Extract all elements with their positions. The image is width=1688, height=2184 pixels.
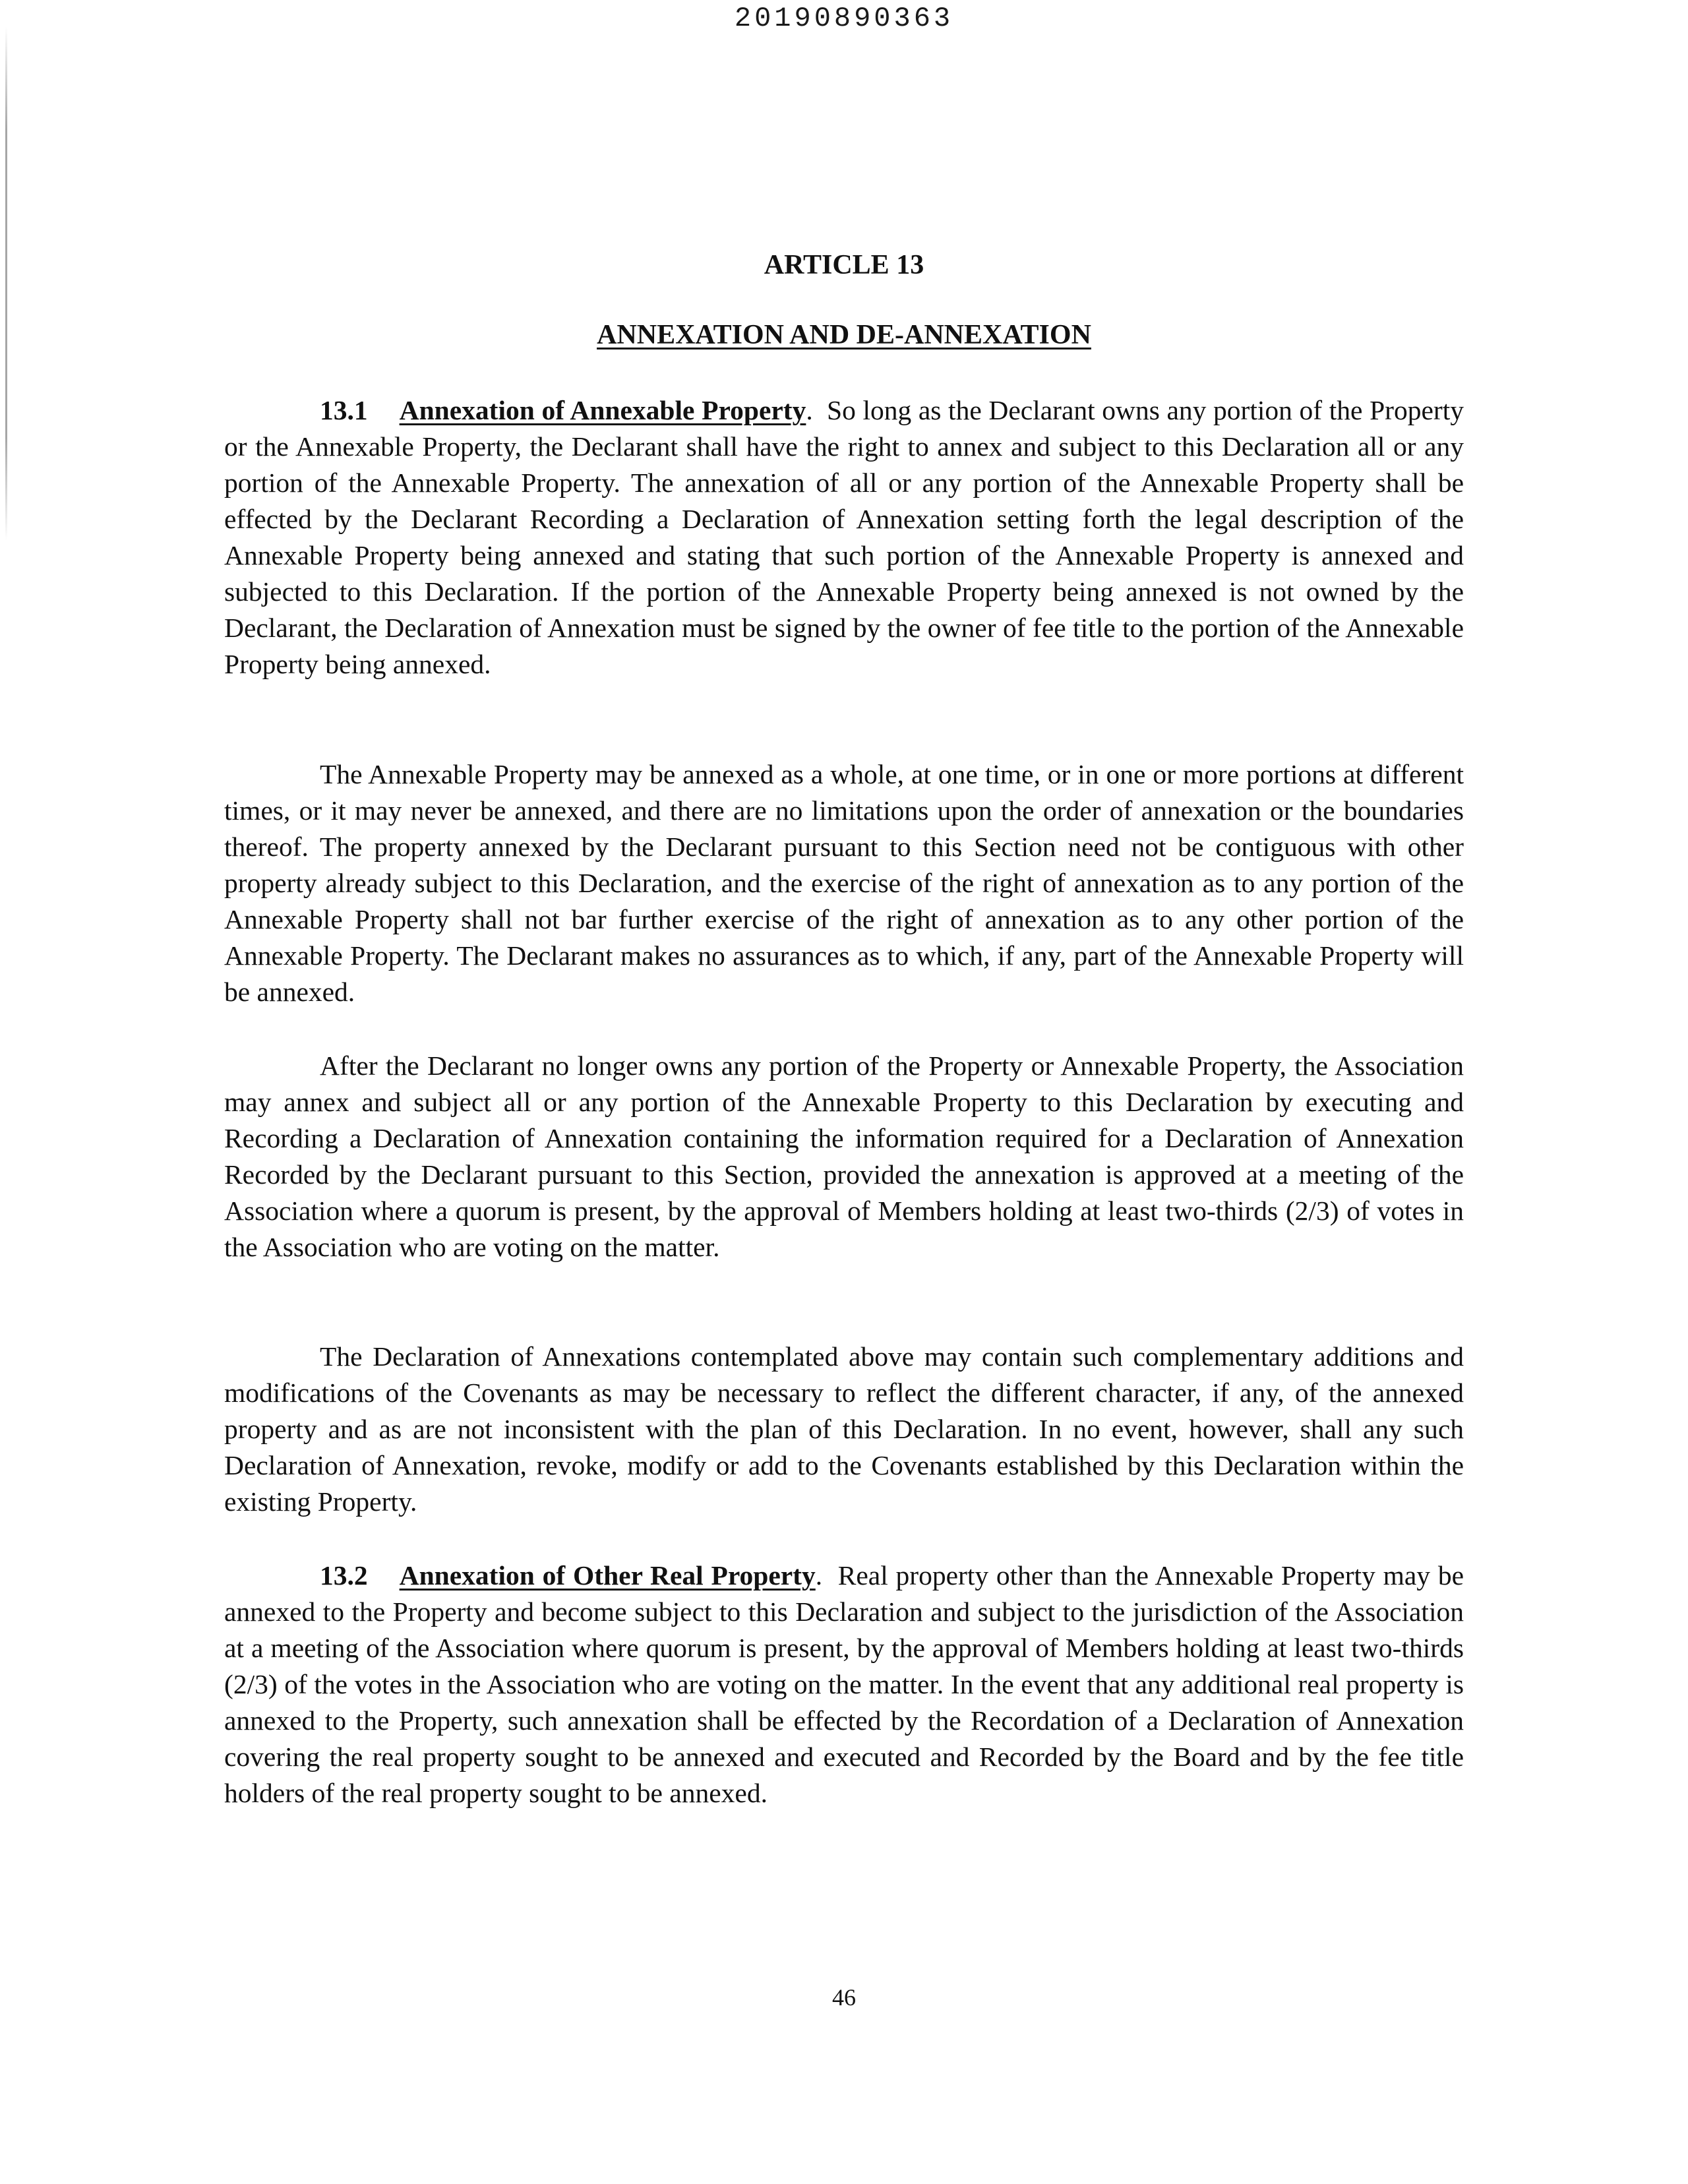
section-number: 13.1	[320, 395, 368, 425]
paragraph-text: So long as the Declarant owns any portion of the Property or the Annexable Property, the Declarant shall have the right to annex and subject to this Declaration all or any portion of the Annexable Property. The annexation of all or any portion of the Annexable Property shall be effected by the Declarant Recording a Declaration of Annexation setting forth the legal description of the Annexable Property being annexed and stating that such portion of the Annexable Property is annexed and subjected to this Declaration. If the portion of the Annexable Property being annexed is not owned by the Declarant, the Declaration of Annexation must be signed by the owner of fee title to the portion of the Annexable Property being annexed.	[224, 395, 1464, 679]
paragraph	[224, 1558, 1464, 1811]
section-title: Annexation of Annexable Property	[399, 395, 806, 425]
article-title: ARTICLE 13	[764, 250, 924, 280]
paragraph-text: Real property other than the Annexable Property may be annexed to the Property and become subject to this Declaration and subject to the jurisdiction of the Association at a meeting of the Association where quorum is present, by the approval of Members holding at least two-thirds (2/3) of the votes in the Association who are voting on the matter. In the event that any additional real property is annexed to the Property, such annexation shall be effected by the Recordation of a Declaration of Annexation covering the real property sought to be annexed and executed and Recorded by the Board and by the fee title holders of the real property sought to be annexed.	[224, 1560, 1464, 1808]
page-number: 46	[832, 1984, 856, 2011]
section-13-1-paragraph	[224, 392, 1464, 682]
paragraph-text: After the Declarant no longer owns any portion of the Property or Annexable Property, the Association may annex and subject all or any portion of the Annexable Property to this Declaration by executing and Recording a Declaration of Annexation containing the information required for a Declaration of Annexation Recorded by the Declarant pursuant to this Section, provided the annexation is approved at a meeting of the Association where a quorum is present, by the approval of Members holding at least two-thirds (2/3) of votes in the Association who are voting on the matter.	[224, 1050, 1464, 1262]
section-title-period: .	[815, 1560, 823, 1591]
section-number: 13.2	[320, 1560, 368, 1591]
section-title: Annexation of Other Real Property	[399, 1560, 816, 1591]
scan-edge-mark	[5, 26, 7, 541]
document-number: 20190890363	[734, 3, 954, 34]
association-annexation-paragraph	[224, 1048, 1464, 1265]
article-subtitle: ANNEXATION AND DE-ANNEXATION	[597, 320, 1091, 350]
declaration-contents-paragraph	[224, 1339, 1464, 1520]
section-13-2-paragraph	[224, 1558, 1464, 1811]
paragraph-text: The Declaration of Annexations contemplated above may contain such complementary additions and modifications of the Covenants as may be necessary to reflect the different character, if any, of the annexed property and as are not inconsistent with the plan of this Declaration. In no event, however, shall any such Declaration of Annexation, revoke, modify or add to the Covenants established by this Declaration within the existing Property.	[224, 1341, 1464, 1517]
annexation-timing-paragraph	[224, 756, 1464, 1010]
paragraph	[224, 392, 1464, 682]
paragraph-text: The Annexable Property may be annexed as a whole, at one time, or in one or more portions at different times, or it may never be annexed, and there are no limitations upon the order of annexation or the boundaries thereof. The property annexed by the Declarant pursuant to this Section need not be contiguous with other property already subject to this Declaration, and the exercise of the right of annexation as to any portion of the Annexable Property shall not bar further exercise of the right of annexation as to any other portion of the Annexable Property. The Declarant makes no assurances as to which, if any, part of the Annexable Property will be annexed.	[224, 759, 1464, 1007]
section-title-period: .	[806, 395, 813, 425]
